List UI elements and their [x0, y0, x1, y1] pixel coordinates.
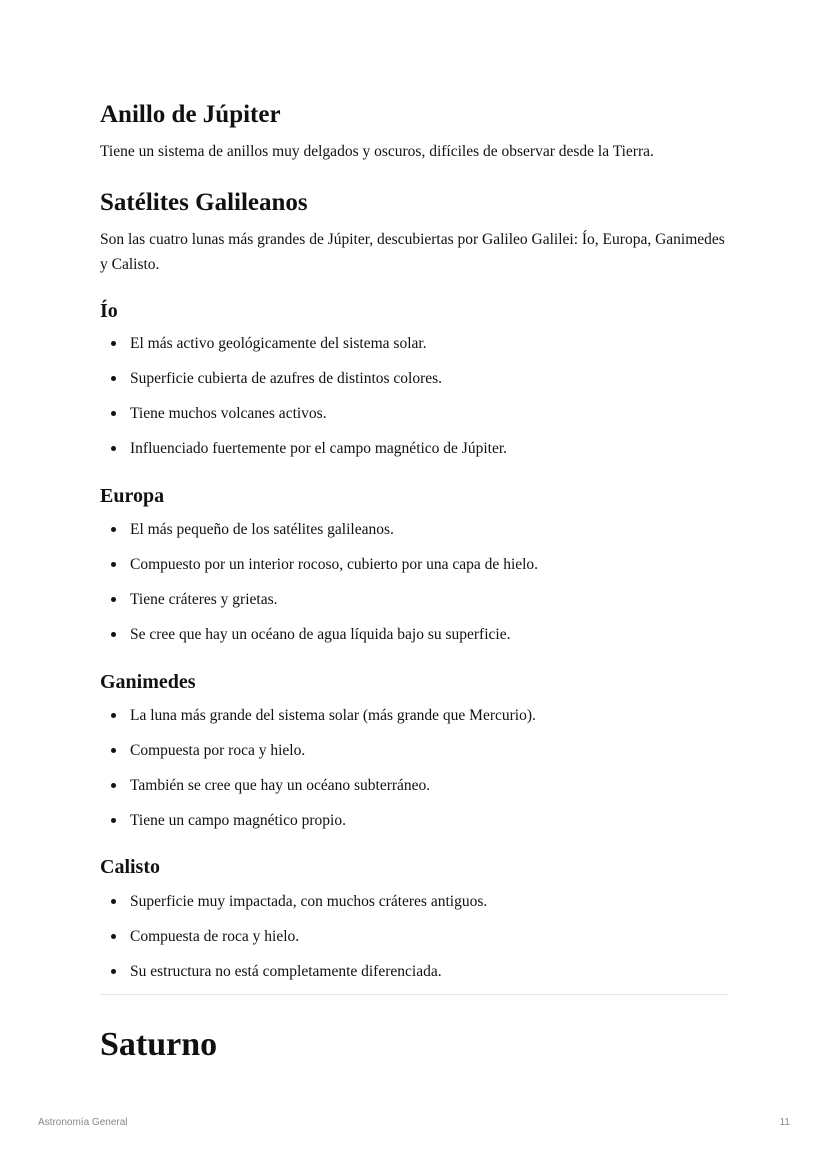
europa-list	[100, 512, 728, 652]
heading-anillo-de-jupiter: Anillo de Júpiter	[100, 101, 281, 128]
list-item: Tiene muchos volcanes activos.	[100, 396, 728, 431]
list-item: Tiene cráteres y grietas.	[100, 582, 728, 617]
list-item: Compuesto por un interior rocoso, cubierto por una capa de hielo.	[100, 547, 728, 582]
list-item: El más activo geológicamente del sistema solar.	[100, 326, 728, 361]
calisto-list	[100, 884, 728, 989]
list-item: También se cree que hay un océano subterráneo.	[100, 768, 728, 803]
list-item: Compuesta de roca y hielo.	[100, 919, 728, 954]
list-item: Se cree que hay un océano de agua líquida bajo su superficie.	[100, 617, 728, 652]
list-item: Superficie muy impactada, con muchos cráteres antiguos.	[100, 884, 728, 919]
heading-satelites-galileanos: Satélites Galileanos	[100, 189, 308, 216]
heading-ganimedes: Ganimedes	[100, 671, 196, 693]
footer-document-title: Astronomía General	[38, 1117, 128, 1128]
heading-io: Ío	[100, 300, 118, 322]
list-item: La luna más grande del sistema solar (más grande que Mercurio).	[100, 698, 728, 733]
heading-saturno: Saturno	[100, 1026, 218, 1063]
list-item: Compuesta por roca y hielo.	[100, 733, 728, 768]
heading-europa: Europa	[100, 485, 165, 507]
heading-calisto: Calisto	[100, 856, 160, 878]
list-item: Superficie cubierta de azufres de distintos colores.	[100, 361, 728, 396]
list-item: Tiene un campo magnético propio.	[100, 803, 728, 838]
list-item: Influenciado fuertemente por el campo magnético de Júpiter.	[100, 431, 728, 466]
io-list	[100, 326, 728, 466]
paragraph-galileanos: Son las cuatro lunas más grandes de Júpiter, descubiertas por Galileo Galilei: Ío, Europa, Ganimedes y Calisto.	[100, 231, 725, 273]
ganimedes-list	[100, 698, 728, 838]
list-item: Su estructura no está completamente diferenciada.	[100, 954, 728, 989]
list-item: El más pequeño de los satélites galileanos.	[100, 512, 728, 547]
footer-page-number: 11	[779, 1117, 790, 1128]
paragraph-anillo: Tiene un sistema de anillos muy delgados y oscuros, difíciles de observar desde la Tierra.	[100, 143, 654, 160]
section-divider	[100, 994, 728, 995]
